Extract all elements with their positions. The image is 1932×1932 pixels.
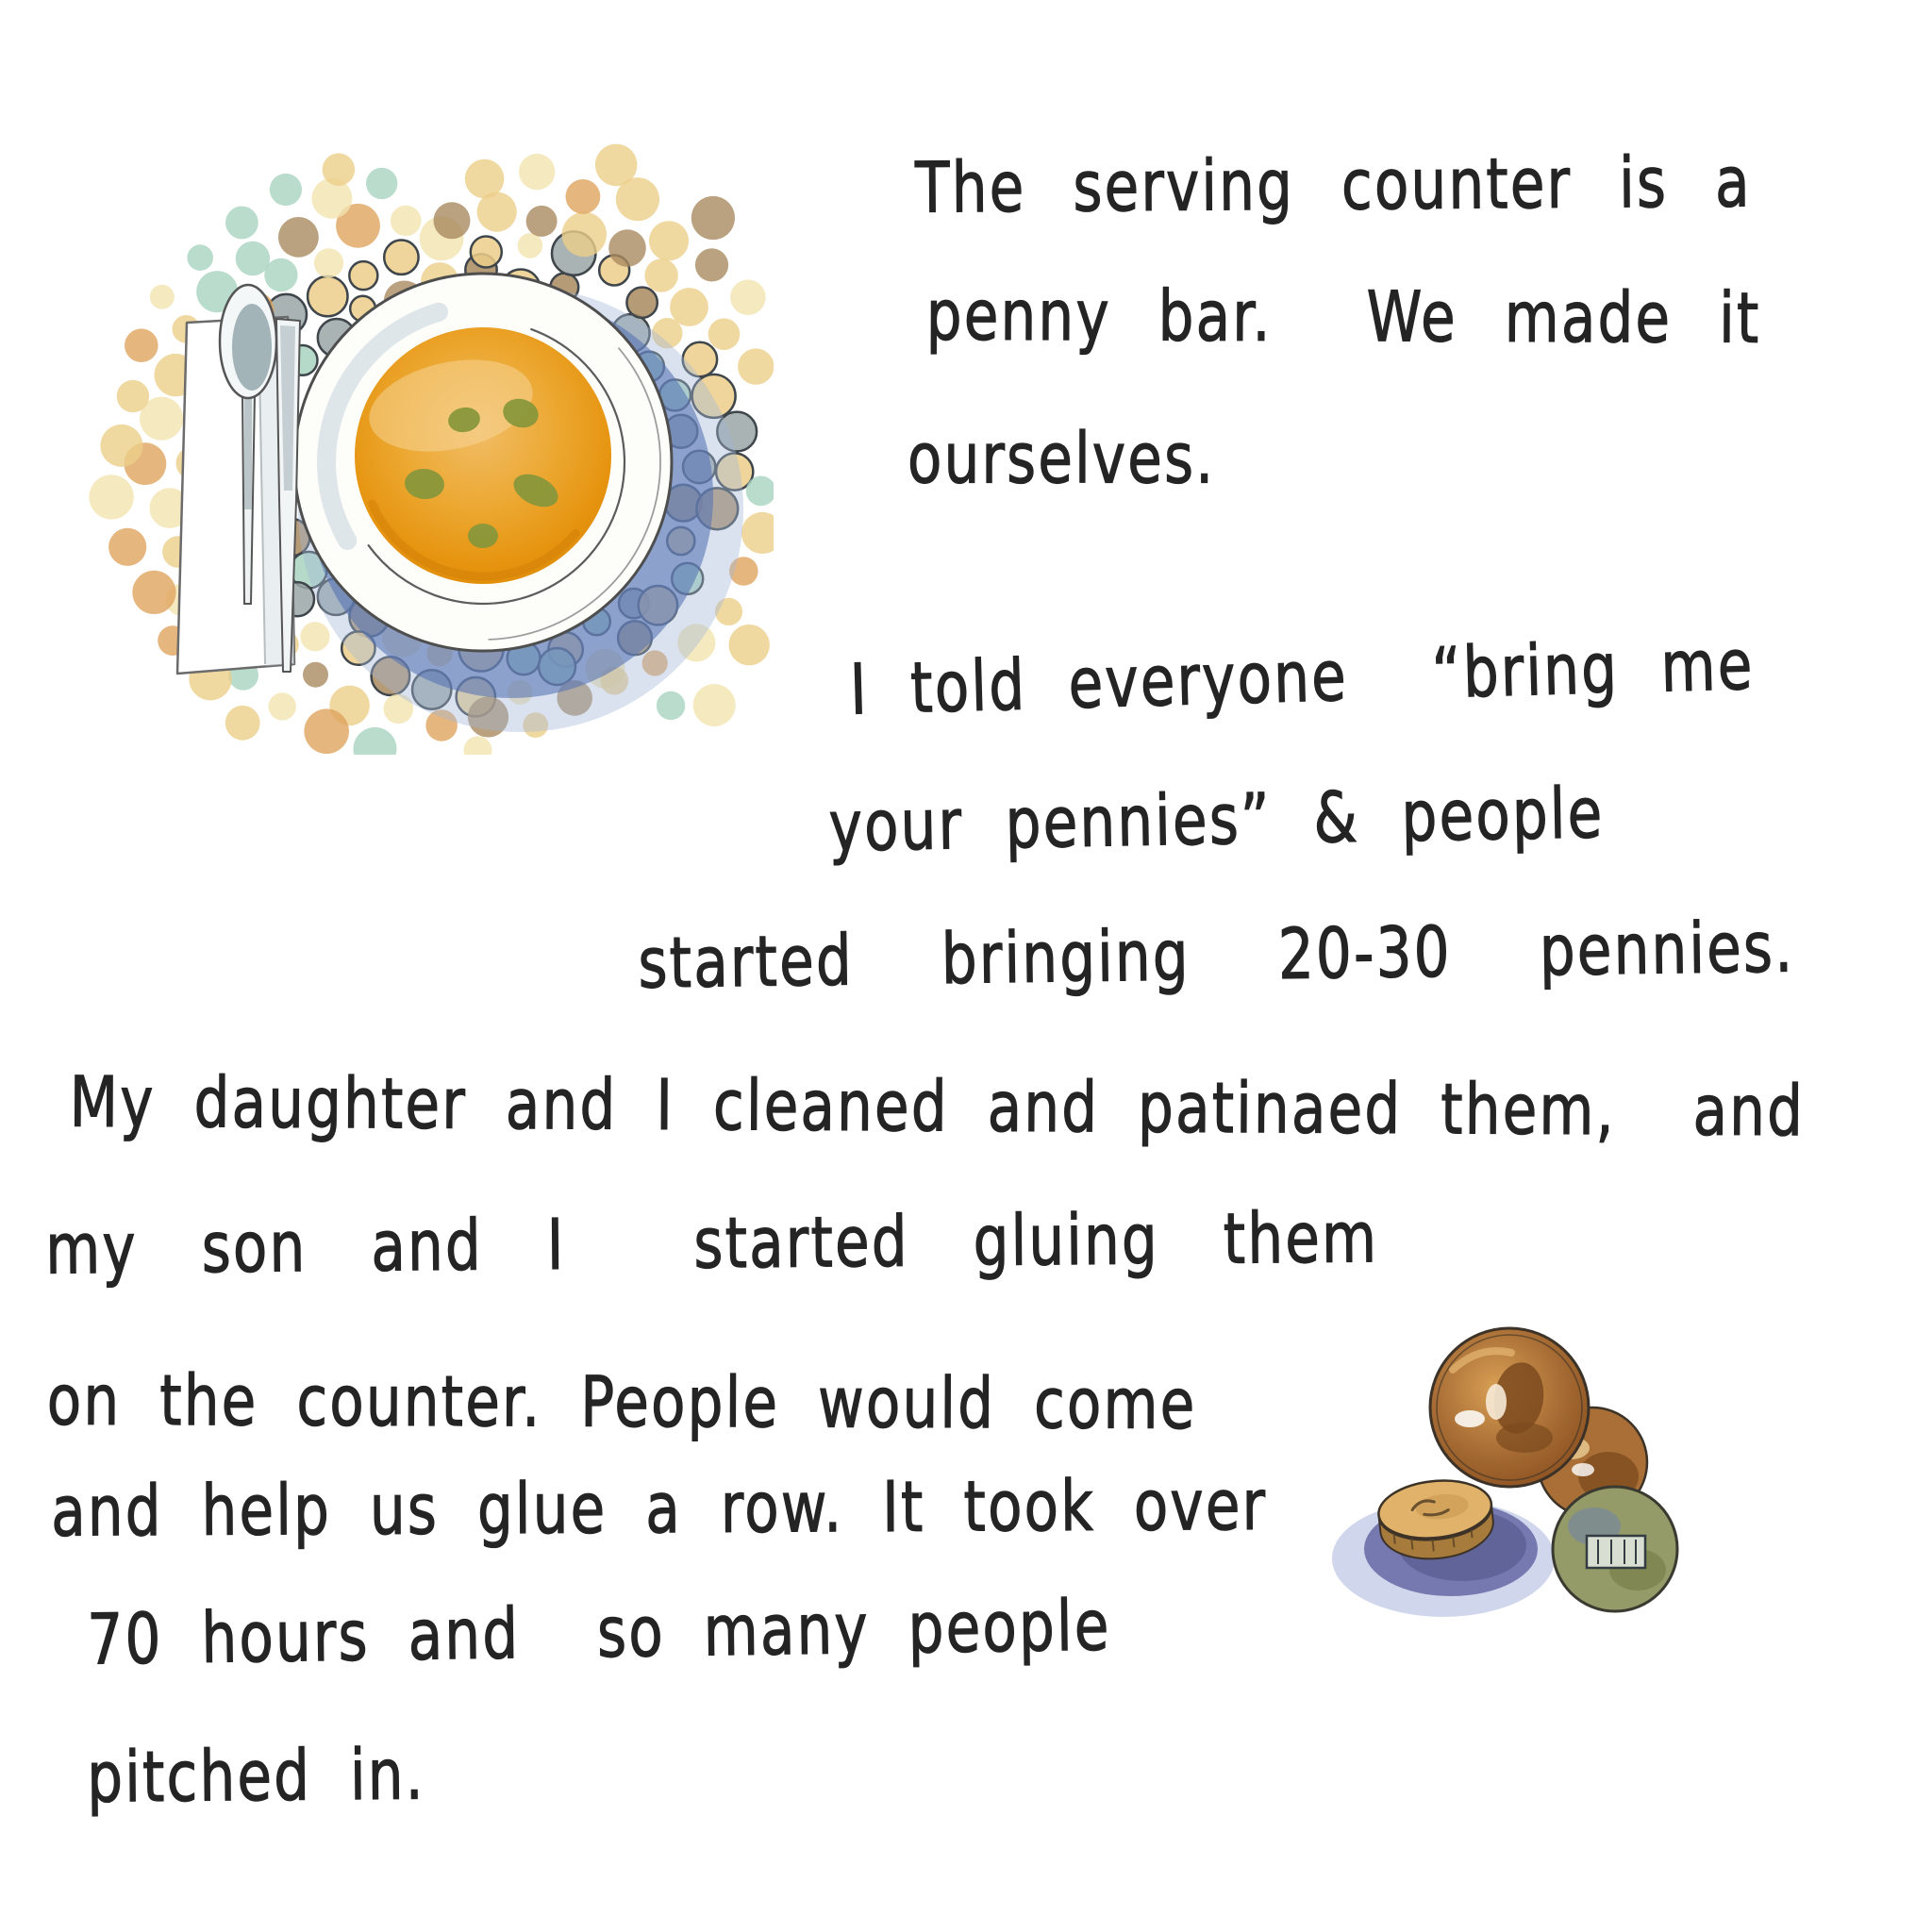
soup-place-setting-illustration (57, 94, 774, 755)
text-line: pitched in. (86, 1734, 426, 1819)
loose-pennies-illustration (1311, 1311, 1783, 1689)
text-line: My daughter and I cleaned and patinaed them, and (69, 1061, 1806, 1153)
text-line: 70 hours and so many people (86, 1585, 1112, 1681)
text-line: penny bar. We made it (925, 275, 1761, 359)
text-line: my son and I started gluing them (44, 1196, 1379, 1291)
penny-lincoln-heads (1430, 1328, 1589, 1487)
penny-memorial-tails (1553, 1487, 1677, 1611)
text-line: started bringing 20-30 pennies. (637, 907, 1795, 1005)
text-line: on the counter. People would come (46, 1359, 1197, 1445)
text-line: your pennies” & people (827, 772, 1606, 868)
text-line: ourselves. (908, 418, 1216, 500)
text-line: The serving counter is a (914, 142, 1753, 229)
text-line: and help us glue a row. It took over (50, 1464, 1268, 1553)
text-line: I told everyone “bring me (848, 624, 1756, 731)
